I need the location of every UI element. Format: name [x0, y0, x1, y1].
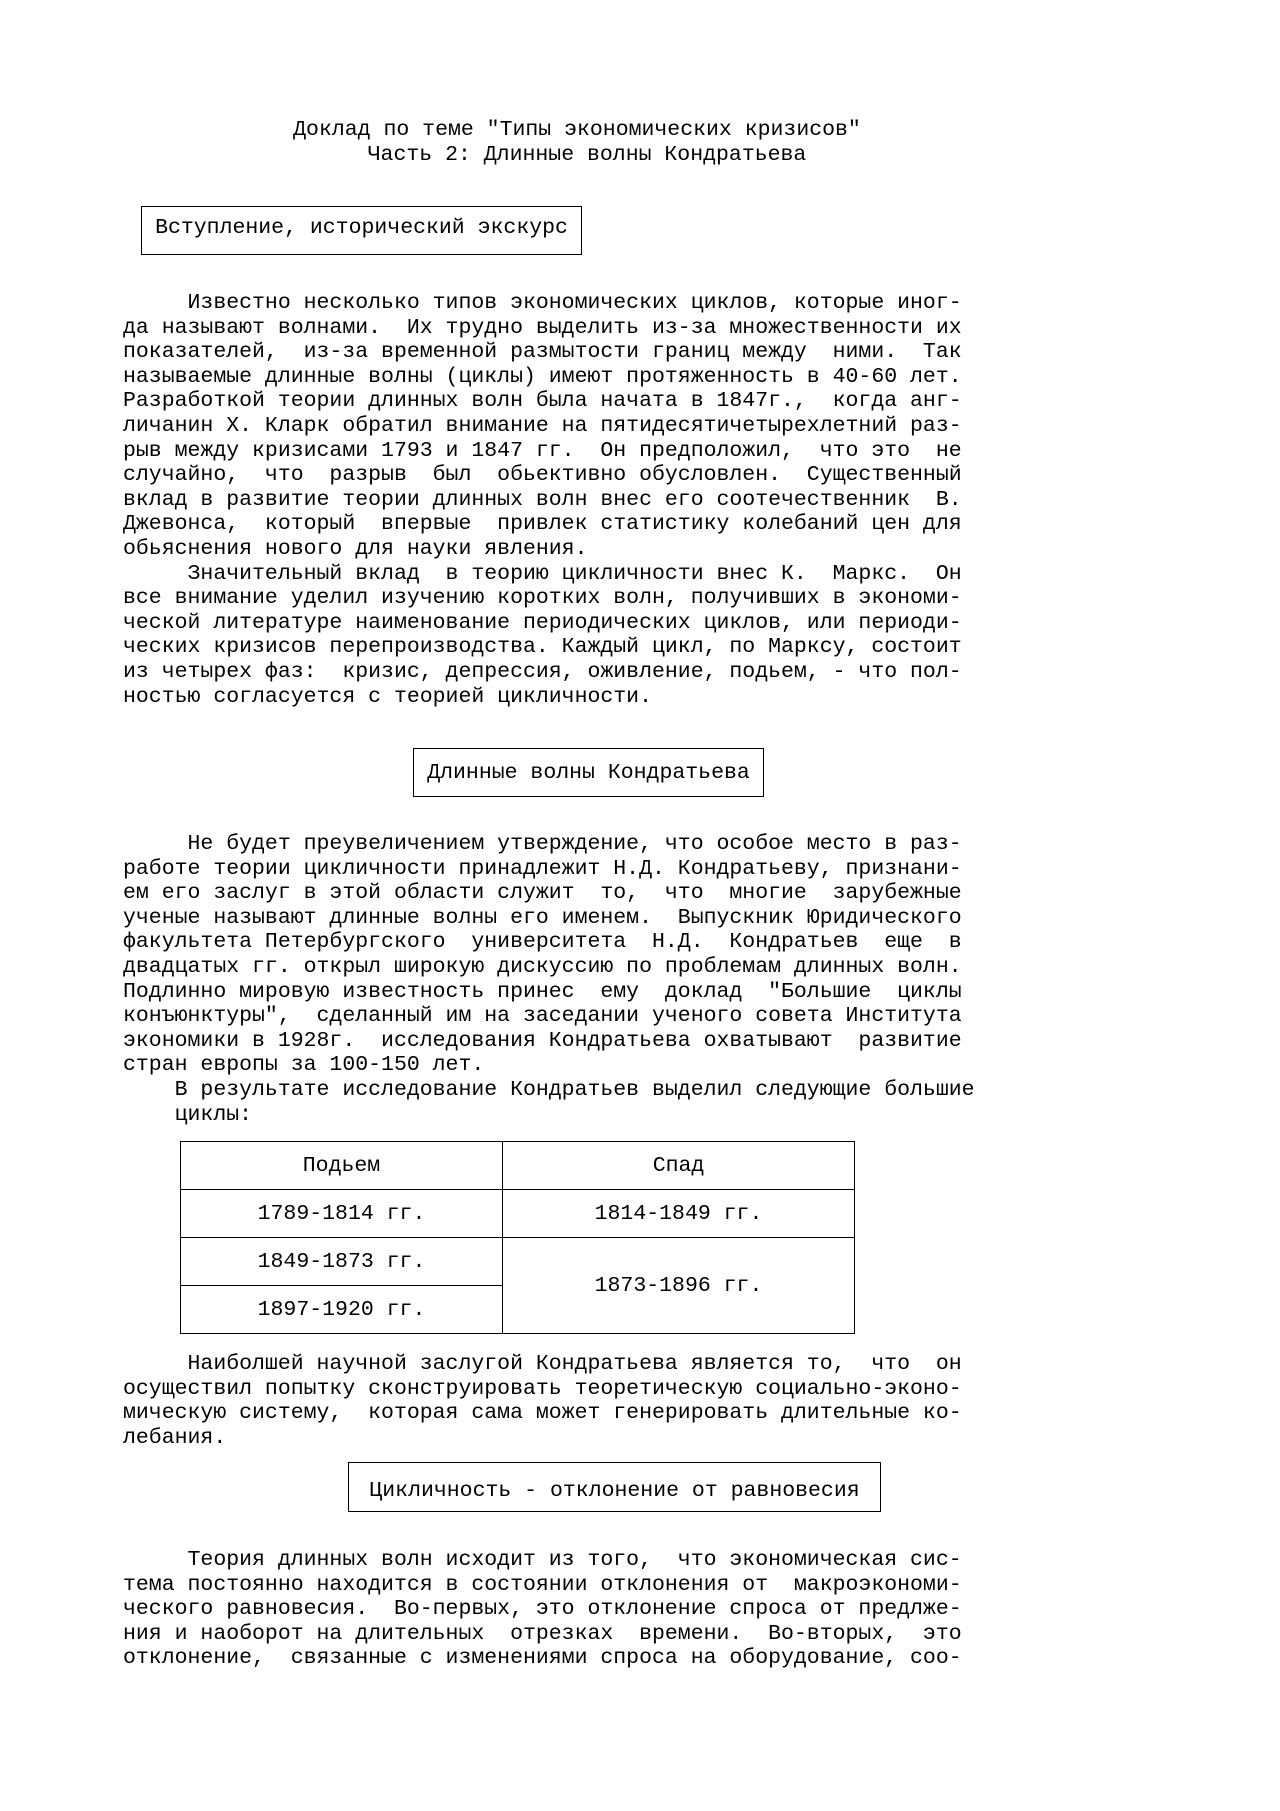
text-line: ческого равновесия. Во-первых, это отклонение спроса от предлже-: [123, 1597, 962, 1622]
section-heading-intro-text: Вступление, исторический экскурс: [155, 216, 568, 240]
table-header-rise: Подьем: [181, 1142, 503, 1190]
table-cell-rise: 1789-1814 гг.: [181, 1190, 503, 1238]
text-line: В результате исследование Кондратьев выделил следующие большие: [123, 1078, 975, 1102]
text-line: факультета Петербургского университета Н.Д. Кондратьев еще в: [123, 930, 962, 955]
table-header-fall: Спад: [503, 1142, 855, 1190]
text-line: Подлинно мировую известность принес ему доклад "Большие циклы: [123, 979, 962, 1004]
text-line: Теория длинных волн исходит из того, что экономическая сис-: [123, 1548, 962, 1572]
table-cell-fall: 1873-1896 гг.: [503, 1238, 855, 1334]
text-line: стран европы за 100-150 лет.: [123, 1053, 485, 1078]
text-line: ностью согласуется с теорией цикличности.: [123, 684, 652, 709]
document-subtitle: Часть 2: Длинные волны Кондратьева: [367, 143, 807, 167]
section-heading-equilibrium-text: Цикличность - отклонение от равновесия: [369, 1478, 860, 1503]
text-line: показателей, из-за временной размытости границ между ними. Так: [123, 340, 962, 365]
text-line: да называют волнами. Их трудно выделить из-за множественности их: [123, 315, 962, 340]
text-line: осуществил попытку сконструировать теоретическую социально-эконо-: [123, 1376, 962, 1401]
text-line: вклад в развитие теории длинных волн внес его соотечественник В.: [123, 487, 962, 512]
text-line: Не будет преувеличением утверждение, что особое место в раз-: [123, 832, 962, 856]
text-line: двадцатых гг. открыл широкую дискуссию по проблемам длинных волн.: [123, 955, 962, 979]
text-line: циклы:: [123, 1102, 253, 1127]
cycles-table: [180, 1141, 855, 1334]
text-line: ческих кризисов перепроизводства. Каждый цикл, по Марксу, состоит: [123, 635, 962, 660]
text-line: Джевонса, который впервые привлек статистику колебаний цен для: [123, 512, 962, 537]
text-line: случайно, что разрыв был обьективно обусловлен. Существенный: [123, 463, 962, 488]
text-line: ческой литературе наименование периодических циклов, или периоди-: [123, 610, 962, 635]
text-line: Разработкой теории длинных волн была начата в 1847г., когда анг-: [123, 389, 962, 414]
section-heading-kondratiev: [413, 748, 764, 797]
section-heading-equilibrium: [348, 1470, 881, 1512]
text-line: ем его заслуг в этой области служит то, что многие зарубежные: [123, 881, 962, 906]
section-heading-kondratiev-text: Длинные волны Кондратьева: [427, 760, 750, 785]
text-line: Наиболшей научной заслугой Кондратьева является то, что он: [123, 1352, 962, 1376]
text-line: лебания.: [123, 1425, 227, 1450]
text-line: из четырех фаз: кризис, депрессия, оживление, подьем, - что пол-: [123, 660, 962, 684]
text-line: Значительный вклад в теорию цикличности внес К. Маркс. Он: [123, 561, 962, 586]
text-line: все внимание уделил изучению коротких волн, получивших в экономи-: [123, 586, 962, 611]
text-line: экономики в 1928г. исследования Кондратьева охватывают развитие: [123, 1028, 962, 1053]
table-cell-fall: 1814-1849 гг.: [503, 1190, 855, 1238]
document-title: Доклад по теме "Типы экономических кризисов": [293, 118, 861, 142]
text-line: личанин Х. Кларк обратил внимание на пятидесятичетырехлетний раз-: [123, 414, 962, 438]
text-line: работе теории цикличности принадлежит Н.Д. Кондратьеву, признани-: [123, 856, 962, 881]
text-line: мическую систему, которая сама может генерировать длительные ко-: [123, 1401, 962, 1426]
table-header-row: [181, 1142, 855, 1190]
text-line: конъюнктуры", сделанный им на заседании ученого совета Института: [123, 1004, 962, 1029]
text-line: отклонение, связанные с изменениями спроса на оборудование, соо-: [123, 1646, 962, 1671]
table-row: [181, 1190, 855, 1238]
table-cell-rise: 1849-1873 гг.: [181, 1238, 503, 1286]
text-line: тема постоянно находится в состоянии отклонения от макроэкономи-: [123, 1572, 962, 1597]
section-heading-equilibrium-top-edge: [348, 1462, 881, 1470]
text-line: рыв между кризисами 1793 и 1847 гг. Он предположил, что это не: [123, 438, 962, 463]
text-line: ученые называют длинные волны его именем. Выпускник Юридического: [123, 905, 962, 930]
section-heading-intro-bottom-edge: [141, 249, 582, 255]
table-row: [181, 1238, 855, 1286]
section-heading-intro: [141, 206, 582, 249]
text-line: Известно несколько типов экономических циклов, которые иног-: [123, 291, 962, 315]
text-line: ния и наоборот на длительных отрезках времени. Во-вторых, это: [123, 1621, 962, 1646]
text-line: обьяснения нового для науки явления.: [123, 537, 588, 561]
table-cell-rise: 1897-1920 гг.: [181, 1286, 503, 1334]
text-line: называемые длинные волны (циклы) имеют протяженность в 40-60 лет.: [123, 364, 962, 389]
